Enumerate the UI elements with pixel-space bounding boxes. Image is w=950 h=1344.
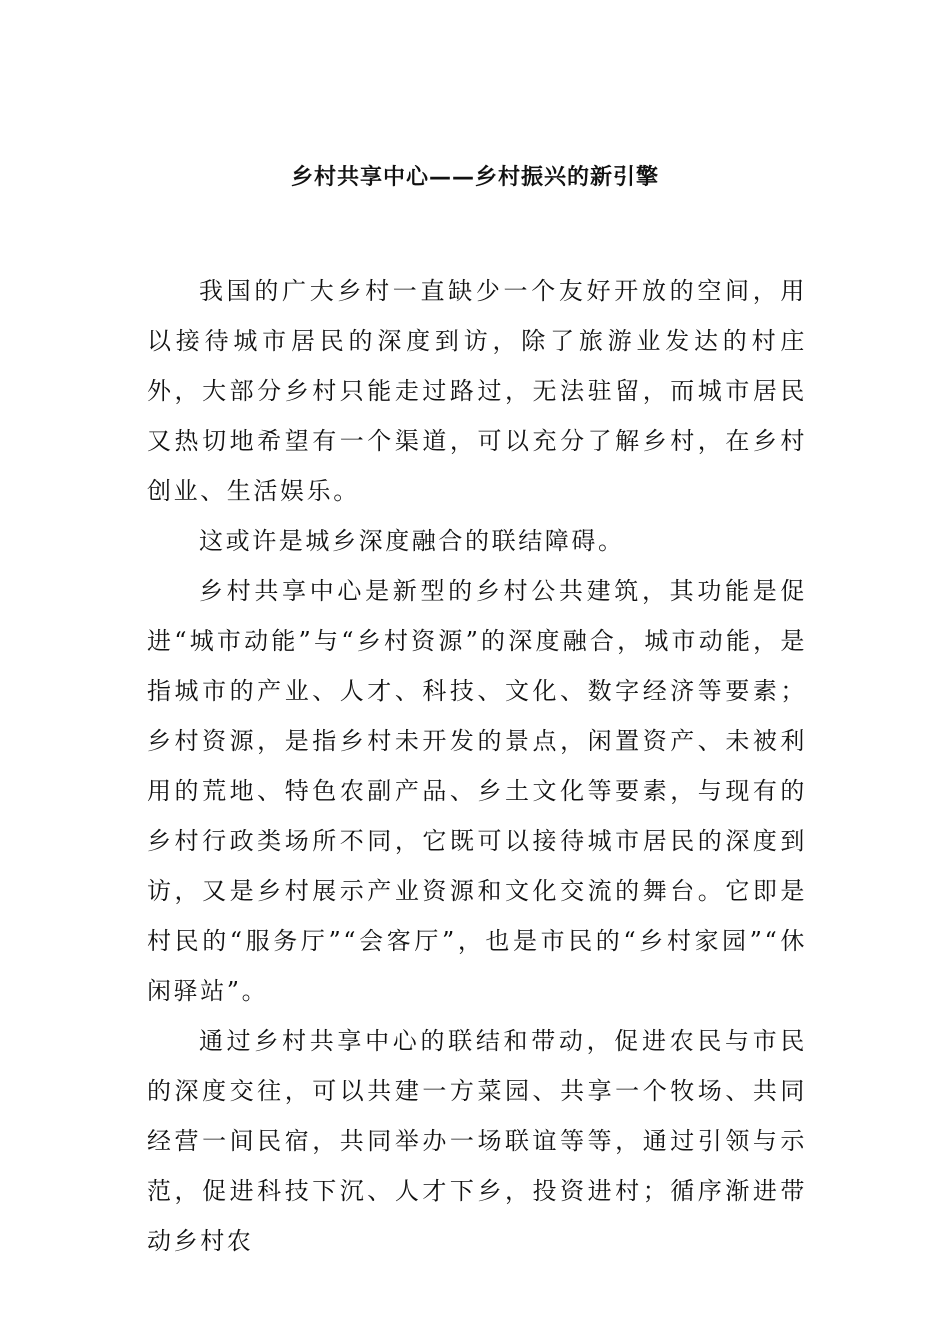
- paragraph-2: 这或许是城乡深度融合的联结障碍。: [199, 527, 625, 555]
- document-title: 乡村共享中心——乡村振兴的新引擎: [290, 165, 659, 190]
- paragraph-4: 通过乡村共享中心的联结和带动，促进农民与市民的深度交往，可以共建一方菜园、共享一个牧场、共同经营一间民宿，共同举办一场联谊等等，通过引领与示范，促进科技下沉、人才下乡，投资进村；循序渐进带动乡村农: [147, 1027, 807, 1255]
- document-body: [147, 266, 807, 1266]
- paragraph-3: 乡村共享中心是新型的乡村公共建筑，其功能是促进“城市动能”与“乡村资源”的深度融合，城市动能，是指城市的产业、人才、科技、文化、数字经济等要素；乡村资源，是指乡村未开发的景点，闲置资产、未被利用的荒地、特色农副产品、乡土文化等要素，与现有的乡村行政类场所不同，它既可以接待城市居民的深度到访，又是乡村展示产业资源和文化交流的舞台。它即是村民的“服务厅”“会客厅”，也是市民的“乡村家园”“休闲驿站”。: [147, 577, 807, 1005]
- paragraph-1: 我国的广大乡村一直缺少一个友好开放的空间，用以接待城市居民的深度到访，除了旅游业发达的村庄外，大部分乡村只能走过路过，无法驻留，而城市居民又热切地希望有一个渠道，可以充分了解乡村，在乡村创业、生活娱乐。: [147, 277, 807, 505]
